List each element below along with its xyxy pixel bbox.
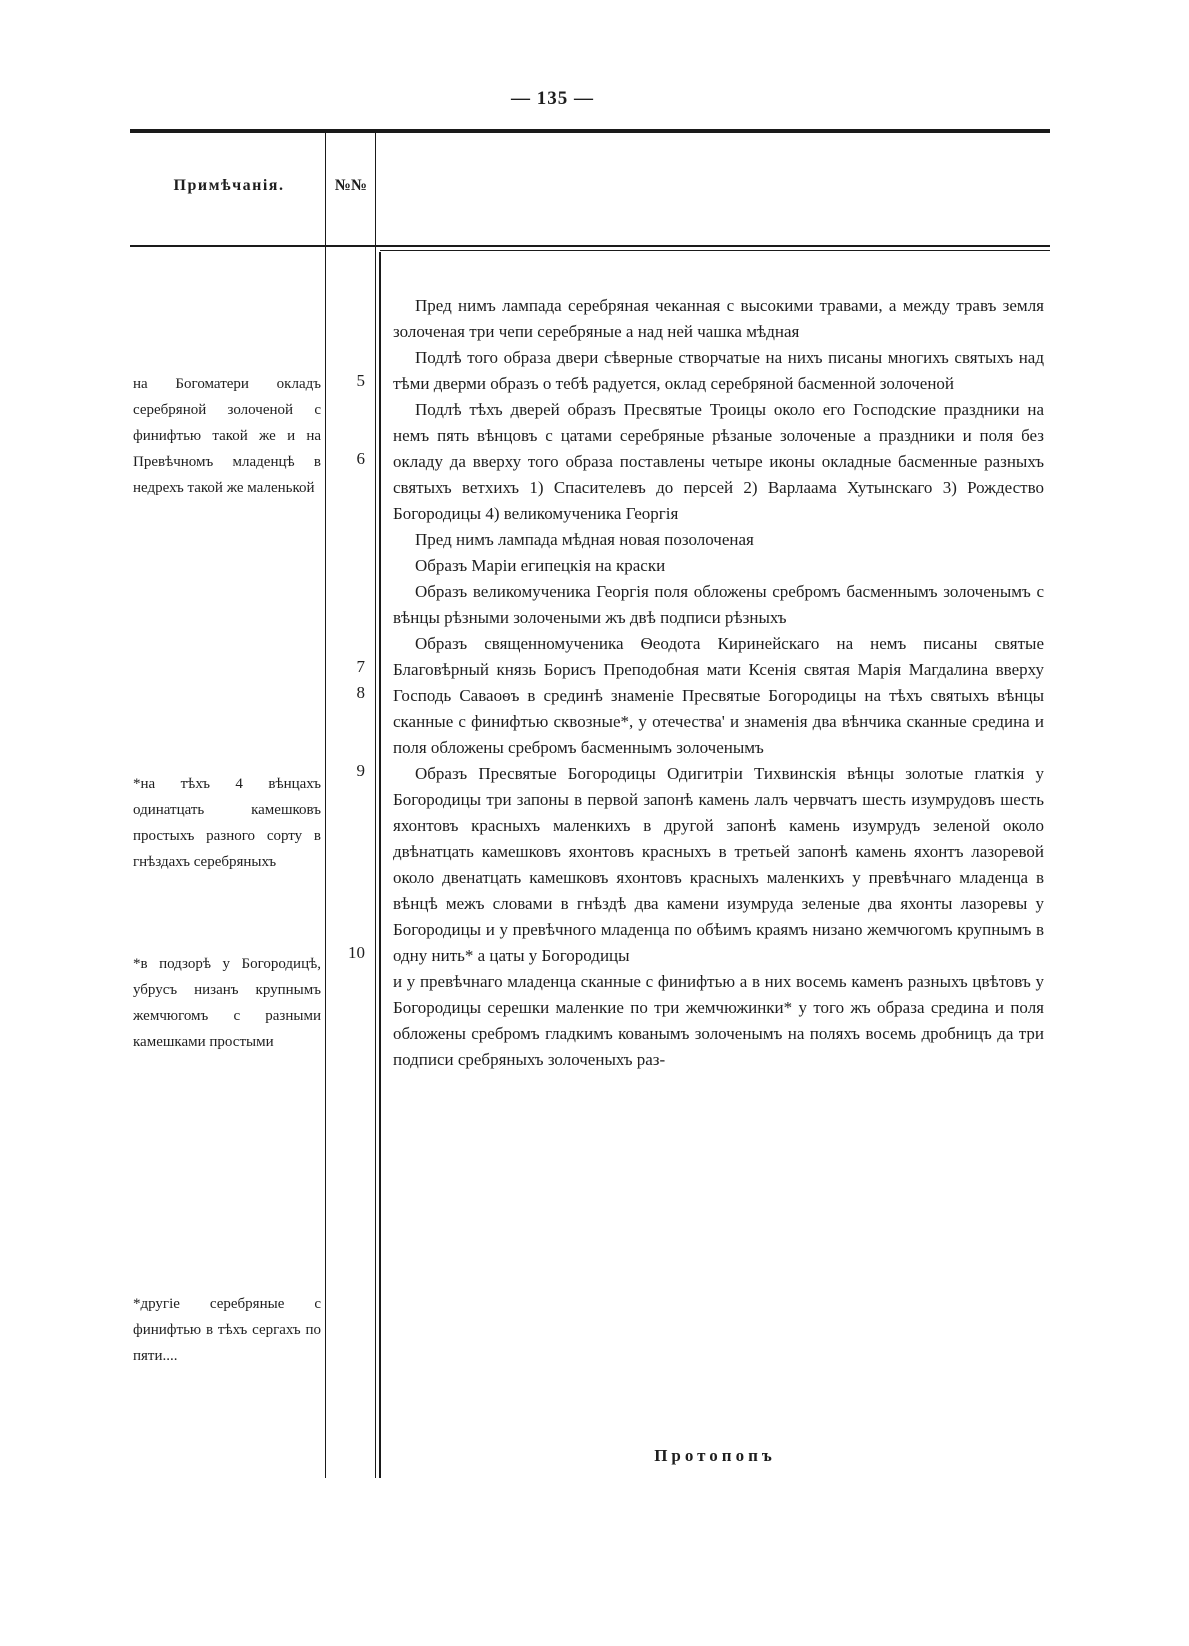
entry-number-5: 5: [356, 371, 365, 390]
note-3: *в подзорѣ у Богородицѣ, убрусъ низанъ крупнымъ жемчюгомъ с разными камешками простыми: [133, 956, 321, 1050]
page-number: — 135 —: [511, 88, 594, 109]
paragraph-theodotus: Образъ священномученика Ѳеодота Киринейскаго на немъ писаны святые Благовѣрный князь Борисъ Преподобная мати Ксенія святая Марія Магдалина вверху Господь Саваоѳъ в срединѣ знаменіе Пресвятые Богородицы на тѣхъ святыхъ вѣнцы сканные с финифтью сквозные*, у отечества' и знаменія два вѣнчика сканные средина и поля обложены сребромъ басменнымъ золоченымъ: [393, 634, 1044, 757]
entry-number-7: 7: [356, 657, 365, 676]
top-rule: [130, 129, 1050, 133]
entry-number-6: 6: [356, 449, 365, 468]
paragraph-hodegetria-continued: и у превѣчнаго младенца сканные с финифтью а в них восемь каменъ разныхъ цвѣтовъ у Богородицы серешки маленкие по три жемчюжинки* у того жъ образа средина и поля обложены сребромъ гладкимъ кованымъ золоченымъ на поляхъ восемь дробницъ да три подписи сребряныхъ золоченыхъ раз-: [393, 972, 1044, 1069]
paragraph-george: Образъ великомученика Георгія поля обложены сребромъ басменнымъ золоченымъ с вѣнцы рѣзными золочеными жъ двѣ подписи рѣзныхъ: [393, 582, 1044, 627]
header-rule: [130, 245, 1050, 247]
paragraph-mary-egypt: Образъ Маріи египецкія на краски: [415, 556, 666, 575]
number-column-header: №№: [334, 177, 368, 194]
paragraph-lampada-silver: Пред нимъ лампада серебряная чеканная с высокими травами, а между травъ земля золоченая три чепи серебряные а над ней чашка мѣдная: [393, 296, 1044, 341]
note-2: *на тѣхъ 4 вѣнцахъ одинатцать камешковъ простыхъ разного сорту в гнѣздахъ серебряныхъ: [133, 776, 321, 870]
entry-number-8: 8: [356, 683, 365, 702]
paragraph-north-doors: Подлѣ того образа двери сѣверные створчатые на нихъ писаны многихъ святыхъ над тѣми дверми образъ о тебѣ радуется, оклад серебряной басменной золоченой: [393, 348, 1044, 393]
paragraph-lampada-copper: Пред нимъ лампада мѣдная новая позолоченая: [415, 530, 754, 549]
note-1: на Богоматери окладъ серебряной золоченой с финифтью такой же и на Превѣчномъ младенцѣ в недрехъ такой же маленькой: [133, 376, 321, 496]
column-divider-numbers: [375, 133, 376, 1478]
paragraph-holy-trinity: Подлѣ тѣхъ дверей образъ Пресвятые Троицы около его Господские праздники на немъ пять вѣнцовъ с цатами серебряные рѣзаные золоченые а праздники и поля без окладу да вверху того образа поставлены четыре иконы окладные басменные разныхъ святыхъ ветхихъ 1) Спасителевъ до персей 2) Варлаама Хутынскаго 3) Рождество Богородицы 4) великомученика Георгія: [393, 400, 1044, 523]
column-divider-main: [379, 252, 381, 1478]
column-divider-notes: [325, 133, 326, 1478]
main-text: [393, 293, 1044, 1073]
entry-number-10: 10: [348, 943, 365, 962]
notes-column-header: Примѣчанія.: [173, 177, 285, 194]
header-rule-secondary: [380, 250, 1050, 251]
closing-signature: Протопопъ: [654, 1446, 776, 1465]
paragraph-hodegetria: Образъ Пресвятые Богородицы Одигитріи Тихвинскія вѣнцы золотые глаткія у Богородицы три запоны в первой запонѣ камень лалъ червчатъ шесть изумрудовъ шесть яхонтовъ красныхъ маленкихъ в другой запонѣ камень изумрудъ зеленой около двѣнатцать камешковъ яхонтовъ красныхъ в третьей запонѣ камень яхонтъ лазоревой около двенатцать камешковъ яхонтовъ красныхъ маленкихъ у превѣчнаго младенца в вѣнцѣ межъ словами в гнѣздѣ два камени изумруда зеленые два яхонты лазоревы у Богородицы и у превѣчного младенца по обѣимъ краямъ низано жемчюгомъ крупнымъ в одну нить* а цаты у Богородицы: [393, 764, 1044, 965]
note-4: *другіе серебряные с финифтью в тѣхъ сергахъ по пяти....: [133, 1296, 321, 1364]
entry-number-9: 9: [356, 761, 365, 780]
